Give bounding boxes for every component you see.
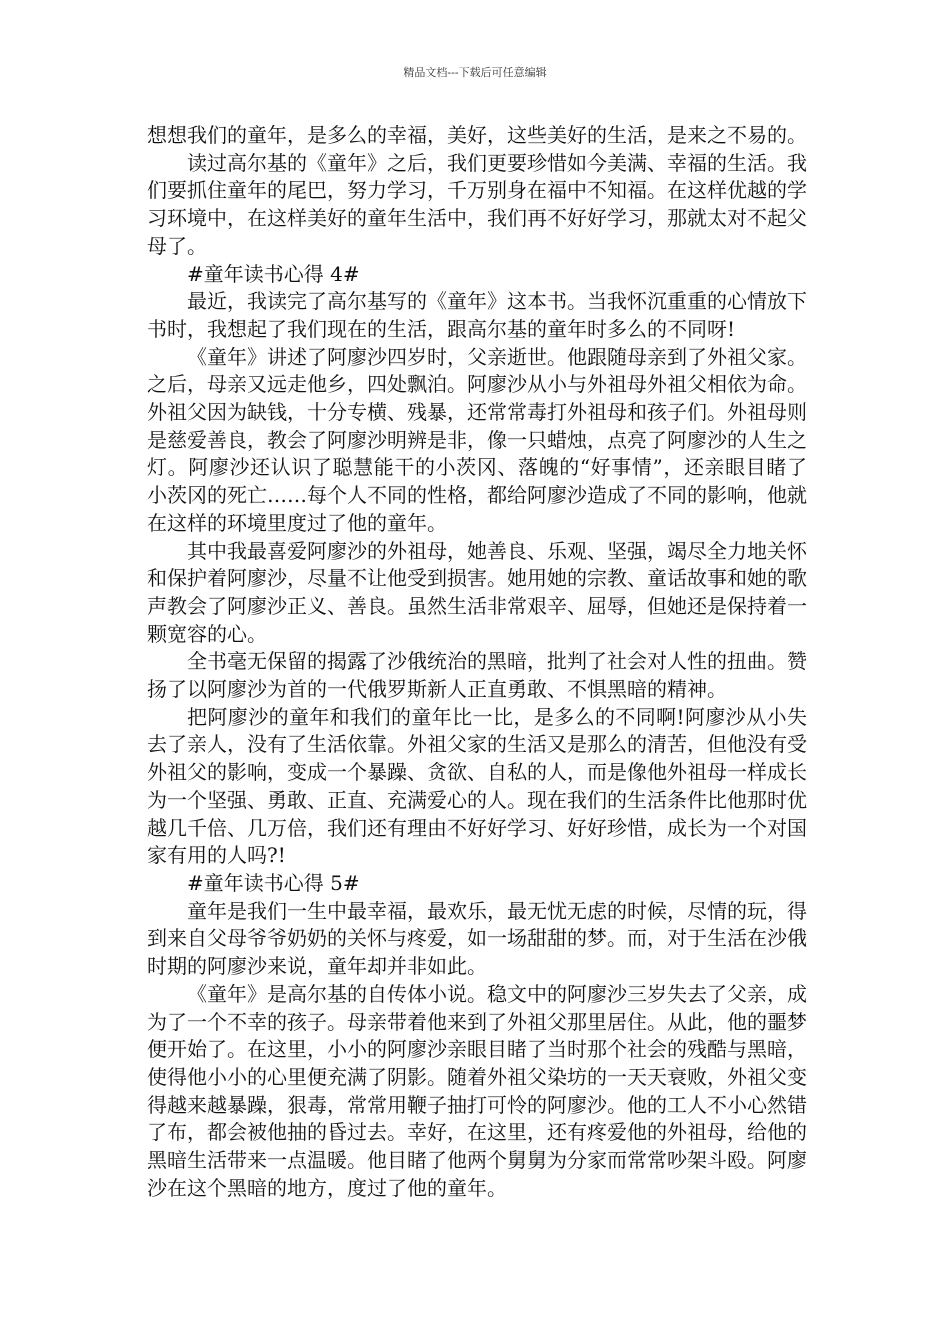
paragraph: 把阿廖沙的童年和我们的童年比一比，是多么的不同啊!阿廖沙从小失去了亲人，没有了生活依靠。外祖父家的生活又是那么的清苦，但他没有受外祖父的影响，变成一个暴躁、贪欲、自私的人，而是像他外祖母一样成长为一个坚强、勇敢、正直、充满爱心的人。现在我们的生活条件比他那时优越几千倍、几万倍，我们还有理由不好好学习、好好珍惜，成长为一个对国家有用的人吗?! [147, 704, 807, 868]
section-heading: #童年读书心得 4# [187, 261, 360, 286]
page-header: 精品文档---下载后可任意编辑 [403, 66, 547, 79]
paragraph: 《童年》是高尔基的自传体小说。稳文中的阿廖沙三岁失去了父亲，成为了一个不幸的孩子。母亲带着他来到了外祖父那里居住。从此，他的噩梦便开始了。在这里，小小的阿廖沙亲眼目睹了当时那个社会的残酷与黑暗，使得他小小的心里便充满了阴影。随着外祖父染坊的一天天衰败，外祖父变得越来越暴躁，狠毒，常常用鞭子抽打可怜的阿廖沙。他的工人不小心然错了布，都会被他抽的昏过去。幸好，在这里，还有疼爱他的外祖母，给他的黑暗生活带来一点温暖。他目睹了他两个舅舅为分家而常常吵架斗殴。阿廖沙在这个黑暗的地方，度过了他的童年。 [147, 981, 807, 1200]
document-body [147, 122, 807, 1202]
paragraph: 童年是我们一生中最幸福，最欢乐，最无忧无虑的时候，尽情的玩，得到来自父母爷爷奶奶的关怀与疼爱，如一场甜甜的梦。而，对于生活在沙俄时期的阿廖沙来说，童年却并非如此。 [147, 898, 807, 979]
paragraph: 想想我们的童年，是多么的幸福，美好，这些美好的生活，是来之不易的。 [147, 123, 807, 147]
paragraph: 其中我最喜爱阿廖沙的外祖母，她善良、乐观、坚强，竭尽全力地关怀和保护着阿廖沙，尽量不让他受到损害。她用她的宗教、童话故事和她的歌声教会了阿廖沙正义、善良。虽然生活非常艰辛、屈辱，但她还是保持着一颗宽容的心。 [147, 538, 807, 646]
paragraph: 最近，我读完了高尔基写的《童年》这本书。当我怀沉重重的心情放下书时，我想起了我们现在的生活，跟高尔基的童年时多么的不同呀! [147, 289, 807, 341]
paragraph: 全书毫无保留的揭露了沙俄统治的黑暗，批判了社会对人性的扭曲。赞扬了以阿廖沙为首的一代俄罗斯新人正直勇敢、不惧黑暗的精神。 [147, 649, 807, 702]
paragraph: 《童年》讲述了阿廖沙四岁时，父亲逝世。他跟随母亲到了外祖父家。之后，母亲又远走他乡，四处飘泊。阿廖沙从小与外祖母外祖父相依为命。外祖父因为缺钱，十分专横、残暴，还常常毒打外祖母和孩子们。外祖母则是慈爱善良，教会了阿廖沙明辨是非，像一只蜡烛，点亮了阿廖沙的人生之灯。阿廖沙还认识了聪慧能干的小茨冈、落魄的“好事情”，还亲眼目睹了小茨冈的死亡……每个人不同的性格，都给阿廖沙造成了不同的影响，他就在这样的环境里度过了他的童年。 [147, 344, 807, 535]
section-heading: #童年读书心得 5# [187, 870, 360, 895]
paragraph: 读过高尔基的《童年》之后，我们更要珍惜如今美满、幸福的生活。我们要抓住童年的尾巴，努力学习，千万别身在福中不知福。在这样优越的学习环境中，在这样美好的童年生活中，我们再不好好学习，那就太对不起父母了。 [147, 150, 807, 258]
